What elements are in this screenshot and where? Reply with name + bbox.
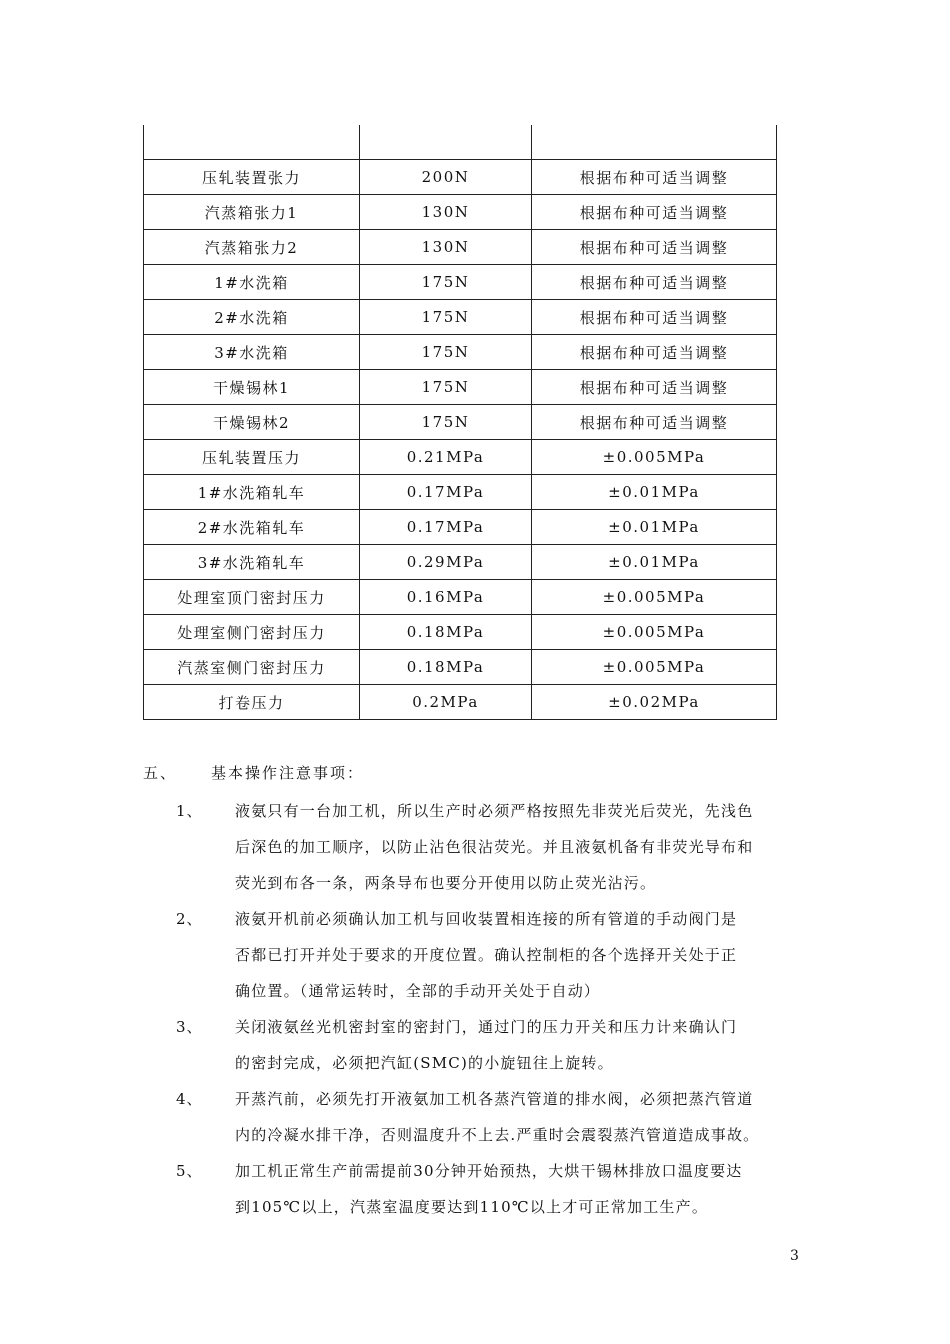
param-name-cell: 打卷压力 [144,685,360,720]
param-value-cell: 130N [360,230,532,265]
table-row [144,650,777,685]
param-note-cell: 根据布种可适当调整 [532,160,777,195]
note-item [143,901,823,1009]
note-item-line: 荧光到布各一条，两条导布也要分开使用以防止荧光沾污。 [235,874,657,892]
param-note-cell: 根据布种可适当调整 [532,405,777,440]
page-number: 3 [790,1248,799,1264]
param-note-cell: 根据布种可适当调整 [532,230,777,265]
param-name-cell: 3#水洗箱轧车 [144,545,360,580]
table-row [144,685,777,720]
table-row [144,405,777,440]
param-value-cell [360,125,532,160]
table-row [144,230,777,265]
param-name-cell: 压轧装置张力 [144,160,360,195]
table-row [144,440,777,475]
note-item-text [235,901,815,1009]
note-item-number: 3、 [176,1018,203,1036]
param-name-cell: 汽蒸室侧门密封压力 [144,650,360,685]
table-row [144,160,777,195]
note-item [143,1153,823,1225]
param-value-cell: 0.29MPa [360,545,532,580]
param-note-cell: ±0.005MPa [532,615,777,650]
table-row [144,580,777,615]
param-value-cell: 175N [360,265,532,300]
param-note-cell: ±0.02MPa [532,685,777,720]
param-name-cell: 干燥锡林2 [144,405,360,440]
table-row [144,265,777,300]
note-item-line: 否都已打开并处于要求的开度位置。确认控制柜的各个选择开关处于正 [235,946,738,964]
param-value-cell: 0.2MPa [360,685,532,720]
param-name-cell: 压轧装置压力 [144,440,360,475]
note-item-text [235,1081,815,1153]
param-value-cell: 0.18MPa [360,615,532,650]
param-value-cell: 175N [360,405,532,440]
param-note-cell: ±0.005MPa [532,650,777,685]
param-value-cell: 0.17MPa [360,510,532,545]
param-value-cell: 130N [360,195,532,230]
note-item-text [235,1009,815,1081]
note-item-number: 2、 [176,910,203,928]
operation-notes [143,757,823,1225]
note-item-line: 关闭液氨丝光机密封室的密封门，通过门的压力开关和压力计来确认门 [235,1018,738,1036]
note-item-line: 的密封完成，必须把汽缸(SMC)的小旋钮往上旋转。 [235,1054,614,1072]
note-item-number: 1、 [176,802,203,820]
param-note-cell: 根据布种可适当调整 [532,195,777,230]
param-value-cell: 200N [360,160,532,195]
note-item-line: 确位置。（通常运转时，全部的手动开关处于自动） [235,982,601,1000]
section-number: 五、 [143,764,178,782]
param-value-cell: 0.21MPa [360,440,532,475]
param-name-cell: 汽蒸箱张力2 [144,230,360,265]
note-item-line: 液氨开机前必须确认加工机与回收装置相连接的所有管道的手动阀门是 [235,910,738,928]
param-value-cell: 175N [360,370,532,405]
note-item-line: 后深色的加工顺序，以防止沾色很沾荧光。并且液氨机备有非荧光导布和 [235,838,754,856]
note-item-number: 4、 [176,1090,203,1108]
note-item-text [235,1153,815,1225]
param-note-cell: 根据布种可适当调整 [532,300,777,335]
param-value-cell: 175N [360,300,532,335]
table-row [144,125,777,160]
param-name-cell: 干燥锡林1 [144,370,360,405]
param-name-cell: 处理室顶门密封压力 [144,580,360,615]
param-name-cell: 1#水洗箱轧车 [144,475,360,510]
note-item [143,1009,823,1081]
section-title: 基本操作注意事项： [211,764,365,782]
param-note-cell: 根据布种可适当调整 [532,370,777,405]
param-value-cell: 0.17MPa [360,475,532,510]
table-row [144,510,777,545]
note-item [143,1081,823,1153]
param-note-cell: ±0.005MPa [532,440,777,475]
note-item-line: 内的冷凝水排干净，否则温度升不上去.严重时会震裂蒸汽管道造成事故。 [235,1126,760,1144]
note-item-line: 液氨只有一台加工机，所以生产时必须严格按照先非荧光后荧光，先浅色 [235,802,754,820]
param-name-cell: 处理室侧门密封压力 [144,615,360,650]
table-row [144,335,777,370]
note-item-line: 到105℃以上，汽蒸室温度要达到110℃以上才可正常加工生产。 [235,1198,709,1216]
param-name-cell: 2#水洗箱轧车 [144,510,360,545]
note-item [143,793,823,901]
param-note-cell: 根据布种可适当调整 [532,265,777,300]
table-row [144,475,777,510]
table-row [144,195,777,230]
note-item-number: 5、 [176,1162,203,1180]
param-note-cell: ±0.01MPa [532,545,777,580]
param-note-cell: ±0.01MPa [532,475,777,510]
param-name-cell: 3#水洗箱 [144,335,360,370]
table-row [144,545,777,580]
param-note-cell [532,125,777,160]
param-value-cell: 0.18MPa [360,650,532,685]
param-name-cell: 汽蒸箱张力1 [144,195,360,230]
table-row [144,615,777,650]
parameter-table [143,125,777,720]
note-item-line: 开蒸汽前，必须先打开液氨加工机各蒸汽管道的排水阀，必须把蒸汽管道 [235,1090,754,1108]
note-item-line: 加工机正常生产前需提前30分钟开始预热，大烘干锡林排放口温度要达 [235,1162,743,1180]
param-value-cell: 0.16MPa [360,580,532,615]
note-item-text [235,793,815,901]
param-value-cell: 175N [360,335,532,370]
param-note-cell: ±0.01MPa [532,510,777,545]
section-heading [143,757,823,789]
param-note-cell: ±0.005MPa [532,580,777,615]
table-row [144,370,777,405]
table-row [144,300,777,335]
param-name-cell [144,125,360,160]
param-name-cell: 2#水洗箱 [144,300,360,335]
param-name-cell: 1#水洗箱 [144,265,360,300]
param-note-cell: 根据布种可适当调整 [532,335,777,370]
